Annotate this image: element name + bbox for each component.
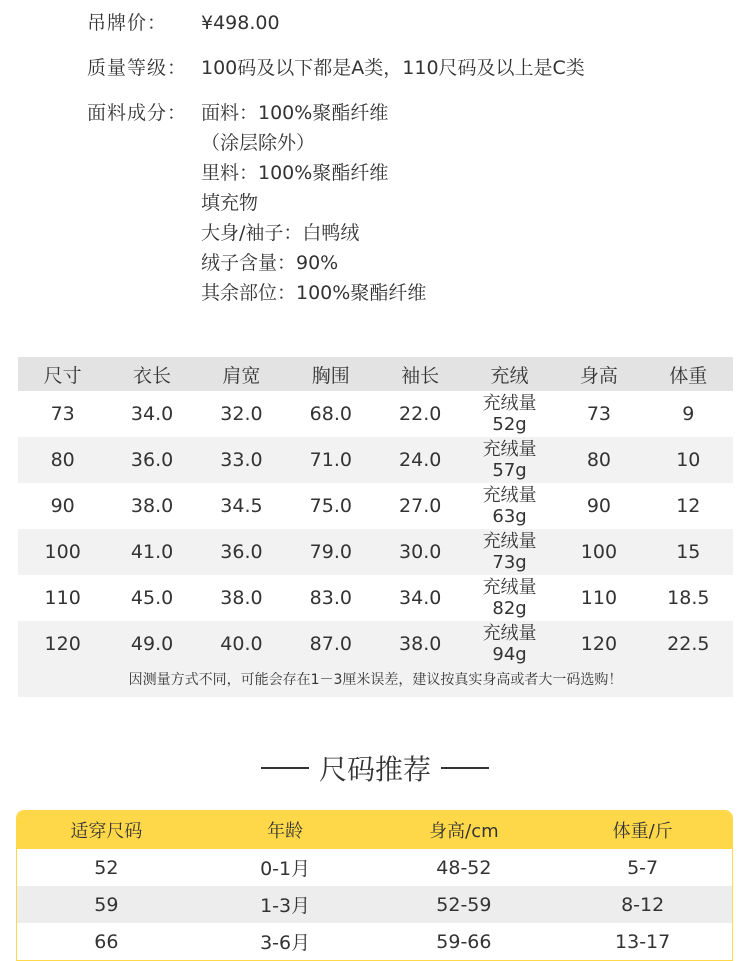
cell: 59-66 <box>436 930 492 953</box>
fill-amount: 82g <box>492 598 527 619</box>
fill-label: 充绒量 <box>482 531 537 552</box>
quality-grade-value: 100码及以下都是A类，110尺码及以上是C类 <box>201 57 585 79</box>
header-cell: 胸围 <box>311 364 350 387</box>
fabric-value <box>201 98 727 308</box>
cell-length: 41.0 <box>130 541 174 563</box>
cell-chest: 68.0 <box>309 403 352 425</box>
fill-label: 充绒量 <box>482 393 537 414</box>
fabric-line: 大身/袖子：白鸭绒 <box>201 222 360 244</box>
cell-size: 110 <box>44 587 81 609</box>
title-dash-left <box>261 767 309 769</box>
header-cell: 年龄 <box>267 821 304 842</box>
section-title-text: 尺码推荐 <box>318 753 431 786</box>
cell: 66 <box>94 930 119 953</box>
cell: 52-59 <box>436 893 492 916</box>
cell: 3-6月 <box>260 932 311 954</box>
fabric-line: （涂层除外） <box>201 132 316 154</box>
fill-amount: 94g <box>492 644 527 665</box>
header-cell: 衣长 <box>133 364 172 387</box>
cell-height: 100 <box>580 541 618 563</box>
fill-amount: 57g <box>492 460 527 481</box>
table-row <box>18 483 733 529</box>
fabric-line: 绒子含量：90% <box>201 252 339 274</box>
quality-grade-row <box>87 53 727 83</box>
table-row <box>17 849 732 886</box>
fill-amount: 73g <box>492 552 527 573</box>
quality-grade-label: 质量等级： <box>87 57 188 79</box>
measurement-note: 因测量方式不同，可能会存在1－3厘米误差，建议按真实身高或者大一码选购！ <box>18 667 733 697</box>
cell-sleeve: 30.0 <box>399 541 442 563</box>
cell-shoulder: 34.5 <box>220 495 263 517</box>
cell-size: 90 <box>50 495 75 517</box>
cell: 52 <box>94 856 119 879</box>
tag-price-row <box>87 8 727 38</box>
recommend-header <box>17 811 732 849</box>
tag-price-label: 吊牌价： <box>87 12 168 34</box>
section-title <box>0 748 750 788</box>
cell-shoulder: 38.0 <box>220 587 263 609</box>
header-cell: 充绒 <box>490 364 529 387</box>
cell-fill <box>465 531 554 573</box>
cell-weight: 12 <box>676 495 701 517</box>
cell-height: 90 <box>586 495 612 517</box>
header-cell: 适穿尺码 <box>70 821 143 842</box>
cell: 13-17 <box>615 930 671 953</box>
cell: 8-12 <box>621 893 665 916</box>
header-cell: 尺寸 <box>43 364 82 387</box>
header-cell: 体重 <box>669 364 708 387</box>
cell-fill <box>465 439 554 481</box>
cell-length: 45.0 <box>130 587 174 609</box>
header-cell: 身高 <box>579 364 618 387</box>
cell-shoulder: 33.0 <box>220 449 263 471</box>
fill-label: 充绒量 <box>482 439 537 460</box>
header-cell: 袖长 <box>401 364 440 387</box>
cell-chest: 71.0 <box>309 449 352 471</box>
cell-chest: 75.0 <box>309 495 352 517</box>
cell-length: 49.0 <box>130 633 174 655</box>
cell-length: 36.0 <box>130 449 174 471</box>
cell-shoulder: 32.0 <box>220 403 263 425</box>
table-row <box>18 437 733 483</box>
header-cell: 肩宽 <box>222 364 261 387</box>
cell-chest: 79.0 <box>309 541 352 563</box>
fabric-row <box>87 98 727 308</box>
cell-size: 73 <box>50 403 75 425</box>
cell-weight: 9 <box>682 403 695 425</box>
cell-chest: 83.0 <box>309 587 352 609</box>
cell-fill <box>465 577 554 619</box>
cell-length: 34.0 <box>130 403 174 425</box>
tag-price-value: ¥498.00 <box>201 12 280 34</box>
cell-fill <box>465 623 554 665</box>
header-cell: 身高/cm <box>429 821 499 842</box>
size-table-header <box>18 357 733 391</box>
cell-size: 100 <box>44 541 81 563</box>
table-row <box>18 621 733 667</box>
cell-size: 80 <box>50 449 75 471</box>
cell: 1-3月 <box>260 895 311 917</box>
cell-sleeve: 34.0 <box>399 587 442 609</box>
header-cell: 体重/斤 <box>612 821 673 842</box>
fill-amount: 63g <box>492 506 527 527</box>
product-info <box>87 8 727 308</box>
fabric-line: 里料：100%聚酯纤维 <box>201 162 389 184</box>
table-row <box>17 923 732 960</box>
cell-chest: 87.0 <box>309 633 352 655</box>
cell-height: 120 <box>580 633 618 655</box>
cell-height: 110 <box>580 587 618 609</box>
fabric-label: 面料成分： <box>87 102 188 124</box>
cell-weight: 15 <box>676 541 701 563</box>
fill-label: 充绒量 <box>482 577 537 598</box>
cell-weight: 10 <box>676 449 701 471</box>
fabric-line: 其余部位：100%聚酯纤维 <box>201 282 427 304</box>
cell-fill <box>465 485 554 527</box>
table-row <box>18 529 733 575</box>
cell-size: 120 <box>44 633 81 655</box>
fabric-line: 面料：100%聚酯纤维 <box>201 102 389 124</box>
size-recommend-table <box>16 810 733 961</box>
fill-amount: 52g <box>492 414 527 435</box>
cell-height: 73 <box>586 403 612 425</box>
cell-shoulder: 40.0 <box>220 633 263 655</box>
cell: 5-7 <box>627 856 659 879</box>
cell-sleeve: 24.0 <box>399 449 442 471</box>
title-dash-right <box>441 767 489 769</box>
cell-weight: 18.5 <box>667 587 710 609</box>
table-row <box>18 575 733 621</box>
cell-sleeve: 22.0 <box>399 403 442 425</box>
cell: 59 <box>94 893 119 916</box>
size-table <box>18 357 733 697</box>
cell-height: 80 <box>586 449 612 471</box>
cell-sleeve: 38.0 <box>399 633 442 655</box>
cell-fill <box>465 393 554 435</box>
table-row <box>18 391 733 437</box>
cell: 0-1月 <box>260 858 311 880</box>
fill-label: 充绒量 <box>482 485 537 506</box>
cell-length: 38.0 <box>130 495 174 517</box>
cell-shoulder: 36.0 <box>220 541 263 563</box>
table-row <box>17 886 732 923</box>
cell: 48-52 <box>436 856 492 879</box>
cell-sleeve: 27.0 <box>399 495 442 517</box>
cell-weight: 22.5 <box>667 633 710 655</box>
fill-label: 充绒量 <box>482 623 537 644</box>
fabric-line: 填充物 <box>201 192 259 214</box>
